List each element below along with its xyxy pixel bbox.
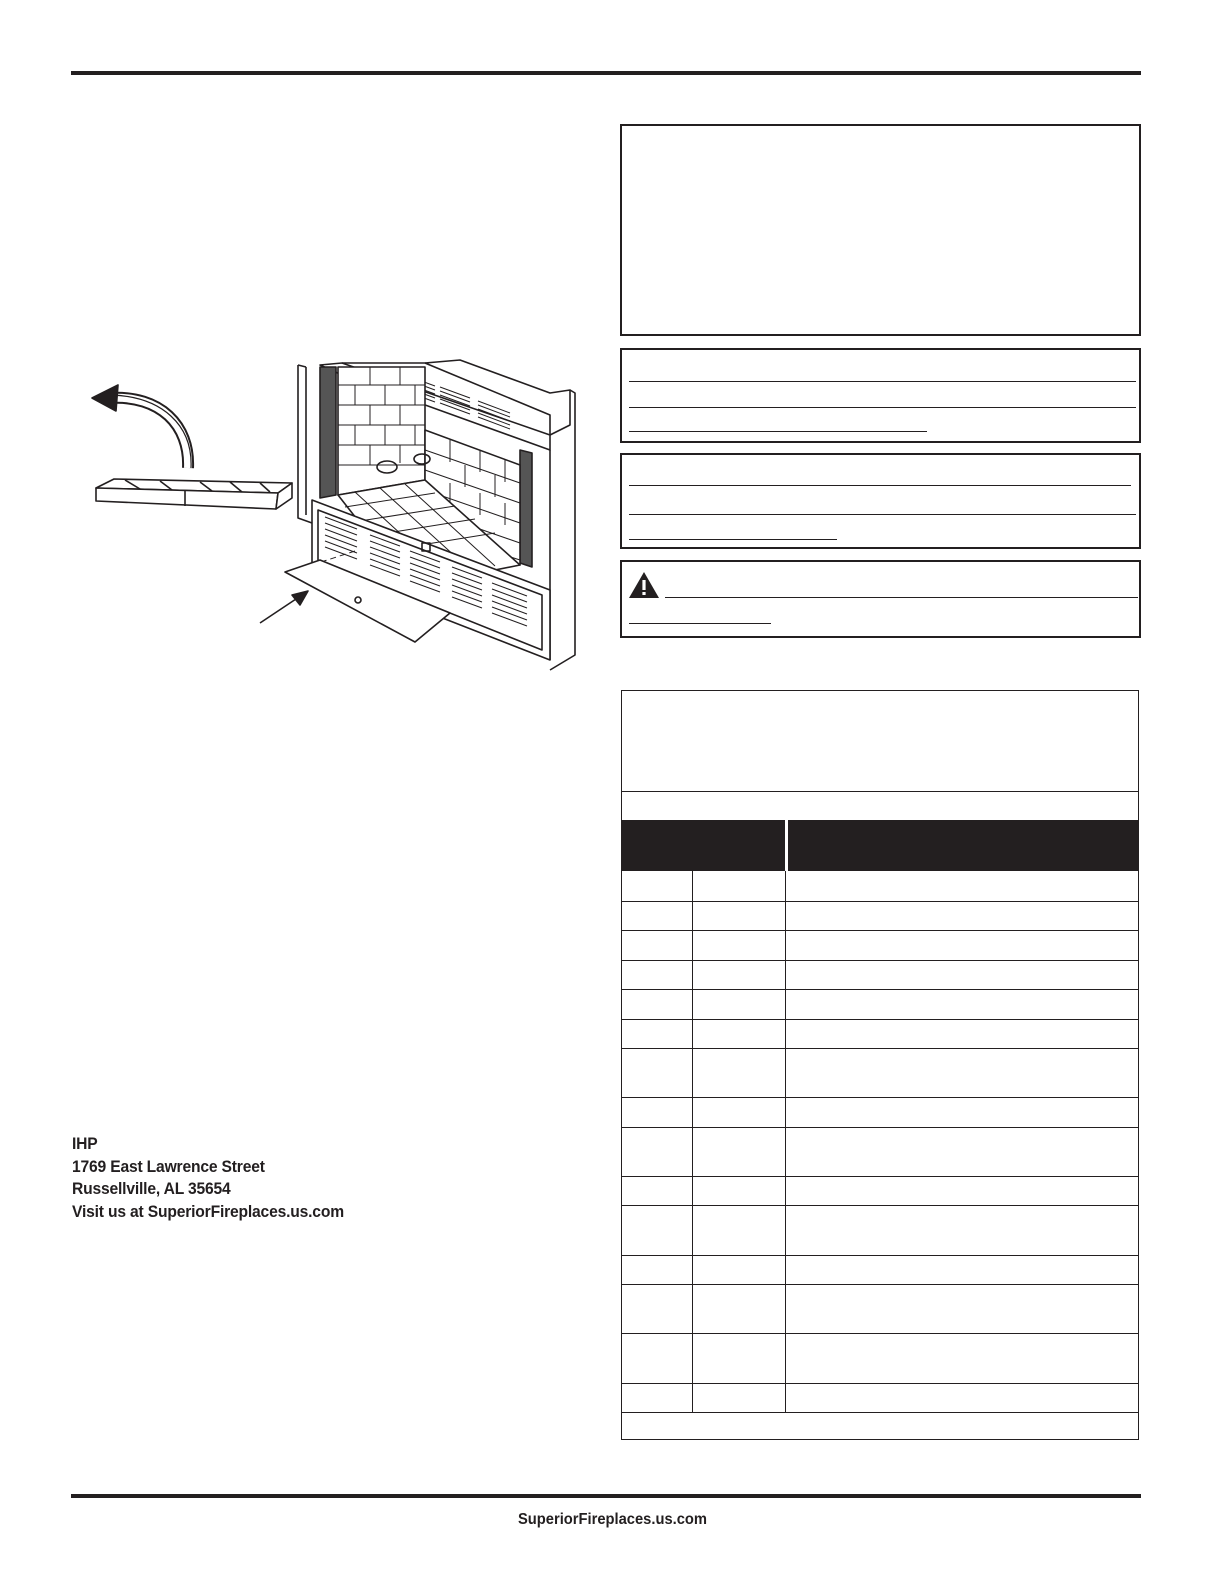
- website-visit-line: Visit us at SuperiorFireplaces.us.com: [72, 1201, 344, 1221]
- table-row: [622, 1127, 1138, 1128]
- table-row: [622, 791, 1138, 792]
- warning-box: [620, 560, 1141, 638]
- parts-table: [621, 690, 1139, 1440]
- city-state-zip: Russellville, AL 35654: [72, 1179, 231, 1198]
- table-row: [622, 1205, 1138, 1206]
- table-header: [622, 820, 1138, 871]
- table-row: [622, 1412, 1138, 1413]
- bottom-rule: [71, 1494, 1141, 1498]
- removed-panel-part: [96, 479, 292, 509]
- top-rule: [71, 71, 1141, 75]
- table-row: [622, 960, 1138, 961]
- table-column-divider: [785, 871, 786, 1412]
- street-address: 1769 East Lawrence Street: [72, 1156, 265, 1176]
- table-row: [622, 1097, 1138, 1098]
- company-name: IHP: [72, 1134, 98, 1153]
- table-row: [622, 1019, 1138, 1020]
- curved-arrow-icon: [92, 385, 191, 468]
- table-row: [622, 1383, 1138, 1384]
- notice-box-1: [620, 348, 1141, 443]
- fireplace-bottom-panel-removal-illustration: [80, 355, 590, 675]
- notice-box-large: [620, 124, 1141, 336]
- notice-box-2: [620, 453, 1141, 549]
- table-row: [622, 1333, 1138, 1334]
- table-row: [622, 1048, 1138, 1049]
- table-row: [622, 901, 1138, 902]
- table-row: [622, 930, 1138, 931]
- table-row: [622, 1284, 1138, 1285]
- table-row: [622, 1255, 1138, 1256]
- company-address: [72, 1133, 344, 1223]
- table-column-divider: [692, 871, 693, 1412]
- warning-triangle-icon: [628, 571, 660, 599]
- footer-website: SuperiorFireplaces.us.com: [517, 1511, 708, 1528]
- table-row: [622, 989, 1138, 990]
- table-row: [622, 1176, 1138, 1177]
